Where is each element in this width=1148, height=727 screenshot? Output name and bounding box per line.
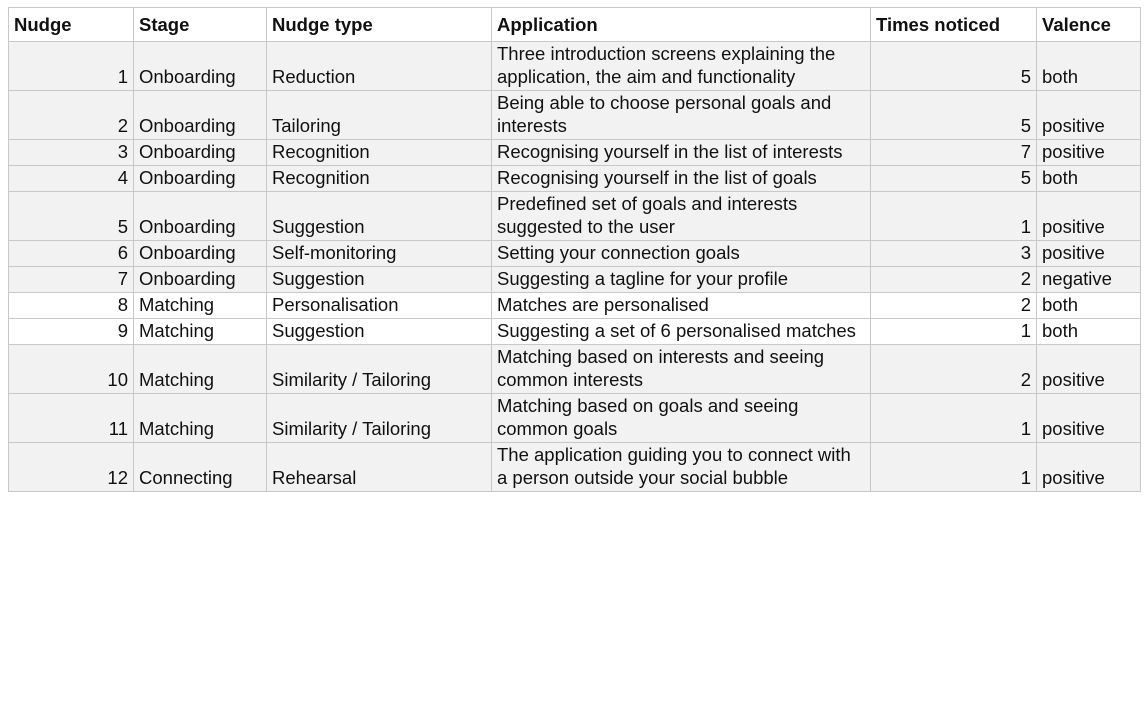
cell-application: Setting your connection goals [492,241,871,267]
header-application: Application [492,8,871,42]
cell-nudge: 3 [9,140,134,166]
table-row [9,319,1141,345]
table-row [9,267,1141,293]
cell-times-noticed: 2 [871,293,1037,319]
cell-application: Matches are personalised [492,293,871,319]
header-times-noticed: Times noticed [871,8,1037,42]
cell-valence: positive [1037,443,1141,492]
cell-times-noticed: 2 [871,267,1037,293]
table-body [9,42,1141,492]
cell-nudge: 4 [9,166,134,192]
cell-nudge: 1 [9,42,134,91]
cell-times-noticed: 5 [871,91,1037,140]
cell-valence: both [1037,293,1141,319]
cell-application: Matching based on interests and seeing common interests [492,345,871,394]
header-nudge-type: Nudge type [267,8,492,42]
cell-times-noticed: 2 [871,345,1037,394]
cell-application: Recognising yourself in the list of goals [492,166,871,192]
cell-stage: Matching [134,293,267,319]
table-row [9,394,1141,443]
cell-application: Predefined set of goals and interests suggested to the user [492,192,871,241]
table-row [9,443,1141,492]
cell-valence: positive [1037,345,1141,394]
table-row [9,42,1141,91]
cell-nudge-type: Personalisation [267,293,492,319]
table-row [9,140,1141,166]
cell-application: Being able to choose personal goals and interests [492,91,871,140]
cell-nudge-type: Tailoring [267,91,492,140]
cell-times-noticed: 1 [871,394,1037,443]
cell-times-noticed: 3 [871,241,1037,267]
cell-stage: Onboarding [134,267,267,293]
cell-stage: Onboarding [134,241,267,267]
cell-application: Matching based on goals and seeing common goals [492,394,871,443]
cell-stage: Onboarding [134,91,267,140]
cell-nudge: 6 [9,241,134,267]
cell-valence: negative [1037,267,1141,293]
cell-stage: Onboarding [134,166,267,192]
cell-valence: positive [1037,192,1141,241]
cell-nudge-type: Suggestion [267,267,492,293]
cell-valence: both [1037,166,1141,192]
cell-nudge: 8 [9,293,134,319]
header-valence: Valence [1037,8,1141,42]
cell-valence: positive [1037,394,1141,443]
cell-nudge: 10 [9,345,134,394]
table-row [9,345,1141,394]
cell-valence: both [1037,319,1141,345]
cell-nudge-type: Rehearsal [267,443,492,492]
cell-times-noticed: 5 [871,42,1037,91]
cell-valence: positive [1037,241,1141,267]
cell-nudge-type: Recognition [267,140,492,166]
cell-valence: positive [1037,91,1141,140]
cell-nudge: 2 [9,91,134,140]
cell-nudge: 7 [9,267,134,293]
cell-times-noticed: 1 [871,443,1037,492]
table-row [9,166,1141,192]
nudge-table [8,7,1141,492]
cell-stage: Onboarding [134,42,267,91]
header-stage: Stage [134,8,267,42]
cell-nudge-type: Similarity / Tailoring [267,394,492,443]
cell-application: Recognising yourself in the list of interests [492,140,871,166]
cell-stage: Onboarding [134,140,267,166]
cell-valence: both [1037,42,1141,91]
cell-nudge: 5 [9,192,134,241]
cell-application: The application guiding you to connect with a person outside your social bubble [492,443,871,492]
cell-stage: Onboarding [134,192,267,241]
header-nudge: Nudge [9,8,134,42]
cell-nudge: 9 [9,319,134,345]
cell-valence: positive [1037,140,1141,166]
cell-nudge-type: Recognition [267,166,492,192]
cell-nudge-type: Suggestion [267,192,492,241]
cell-nudge-type: Similarity / Tailoring [267,345,492,394]
cell-stage: Matching [134,394,267,443]
cell-stage: Connecting [134,443,267,492]
cell-application: Suggesting a set of 6 personalised matches [492,319,871,345]
cell-stage: Matching [134,319,267,345]
cell-nudge: 11 [9,394,134,443]
cell-application: Suggesting a tagline for your profile [492,267,871,293]
cell-nudge-type: Reduction [267,42,492,91]
cell-nudge: 12 [9,443,134,492]
table-row [9,91,1141,140]
cell-nudge-type: Suggestion [267,319,492,345]
cell-times-noticed: 1 [871,192,1037,241]
table-row [9,192,1141,241]
cell-stage: Matching [134,345,267,394]
cell-times-noticed: 7 [871,140,1037,166]
cell-nudge-type: Self-monitoring [267,241,492,267]
cell-times-noticed: 1 [871,319,1037,345]
table-row [9,241,1141,267]
table-row [9,293,1141,319]
header-row [9,8,1141,42]
cell-application: Three introduction screens explaining the application, the aim and functionality [492,42,871,91]
cell-times-noticed: 5 [871,166,1037,192]
